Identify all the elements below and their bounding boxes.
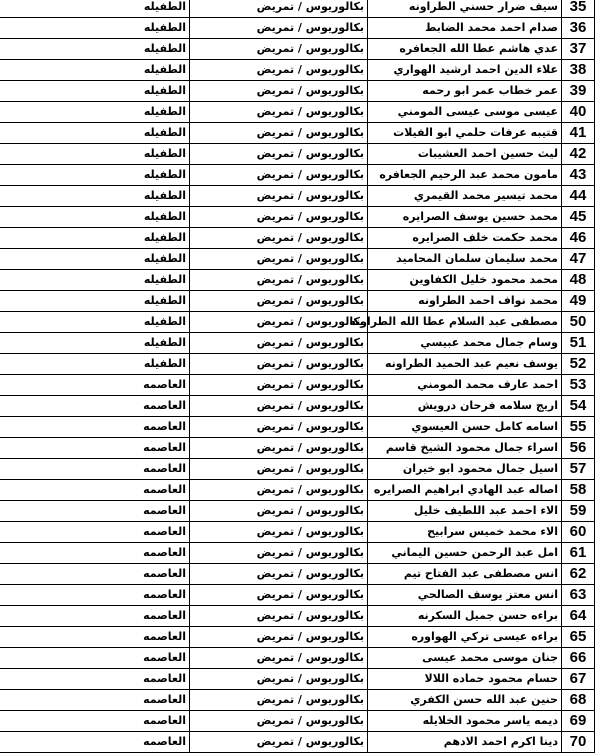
row-number: 46 [562,228,595,249]
candidate-name: انس مصطفى عبد الفتاح تيم [368,564,562,585]
table-row [0,39,595,60]
degree-major: بكالوريوس / تمريض [190,123,368,144]
degree-major: بكالوريوس / تمريض [190,60,368,81]
table-row [0,123,595,144]
candidate-name: دينا اكرم احمد الادهم [368,732,562,753]
row-number: 42 [562,144,595,165]
governorate: الطفيله [0,228,190,249]
table-row [0,81,595,102]
table-row [0,291,595,312]
degree-major: بكالوريوس / تمريض [190,438,368,459]
governorate: الطفيله [0,186,190,207]
degree-major: بكالوريوس / تمريض [190,375,368,396]
governorate: العاصمه [0,438,190,459]
table-row [0,585,595,606]
degree-major: بكالوريوس / تمريض [190,207,368,228]
degree-major: بكالوريوس / تمريض [190,102,368,123]
governorate: الطفيله [0,60,190,81]
row-number: 63 [562,585,595,606]
row-number: 52 [562,354,595,375]
degree-major: بكالوريوس / تمريض [190,480,368,501]
row-number: 67 [562,669,595,690]
row-number: 45 [562,207,595,228]
row-number: 57 [562,459,595,480]
candidate-name: محمد حكمت خلف الصرايره [368,228,562,249]
degree-major: بكالوريوس / تمريض [190,564,368,585]
governorate: الطفيله [0,333,190,354]
row-number: 70 [562,732,595,753]
table-row [0,501,595,522]
degree-major: بكالوريوس / تمريض [190,606,368,627]
degree-major: بكالوريوس / تمريض [190,18,368,39]
table-row [0,333,595,354]
row-number: 66 [562,648,595,669]
table-row [0,627,595,648]
candidate-name: وسام جمال محمد عبيسي [368,333,562,354]
row-number: 65 [562,627,595,648]
row-number: 69 [562,711,595,732]
table-row [0,0,595,18]
governorate: الطفيله [0,270,190,291]
degree-major: بكالوريوس / تمريض [190,333,368,354]
row-number: 51 [562,333,595,354]
governorate: الطفيله [0,0,190,18]
table-row [0,165,595,186]
candidate-name: ديمه ياسر محمود الخلايله [368,711,562,732]
candidate-name: براءه عيسى تركي الهواوره [368,627,562,648]
degree-major: بكالوريوس / تمريض [190,249,368,270]
candidate-name: محمد سليمان سلمان المحاميد [368,249,562,270]
degree-major: بكالوريوس / تمريض [190,39,368,60]
governorate: العاصمه [0,417,190,438]
degree-major: بكالوريوس / تمريض [190,396,368,417]
governorate: الطفيله [0,18,190,39]
table-row [0,690,595,711]
candidate-name: محمد حسين يوسف الصرايره [368,207,562,228]
table-row [0,375,595,396]
candidate-name: قتيبه عرفات حلمي ابو الفيلات [368,123,562,144]
governorate: العاصمه [0,648,190,669]
candidate-name: حسام محمود حماده اللالا [368,669,562,690]
candidate-name: صدام احمد محمد الضابط [368,18,562,39]
table-row [0,60,595,81]
row-number: 43 [562,165,595,186]
candidate-name: الاء احمد عبد اللطيف خليل [368,501,562,522]
degree-major: بكالوريوس / تمريض [190,459,368,480]
row-number: 35 [562,0,595,18]
row-number: 54 [562,396,595,417]
degree-major: بكالوريوس / تمريض [190,0,368,18]
table-row [0,480,595,501]
candidate-name: ليث حسين احمد العشيبات [368,144,562,165]
row-number: 49 [562,291,595,312]
row-number: 44 [562,186,595,207]
candidate-name: اسامه كامل حسن العيسوي [368,417,562,438]
degree-major: بكالوريوس / تمريض [190,627,368,648]
governorate: العاصمه [0,375,190,396]
table-row [0,354,595,375]
degree-major: بكالوريوس / تمريض [190,522,368,543]
candidate-name: عدي هاشم عطا الله الجعافره [368,39,562,60]
degree-major: بكالوريوس / تمريض [190,186,368,207]
governorate: الطفيله [0,165,190,186]
degree-major: بكالوريوس / تمريض [190,648,368,669]
row-number: 58 [562,480,595,501]
governorate: العاصمه [0,606,190,627]
row-number: 48 [562,270,595,291]
governorate: الطفيله [0,144,190,165]
row-number: 53 [562,375,595,396]
governorate: الطفيله [0,249,190,270]
degree-major: بكالوريوس / تمريض [190,543,368,564]
candidate-name: براءه حسن جميل السكرنه [368,606,562,627]
candidate-name: اريج سلامه فرحان درويش [368,396,562,417]
governorate: العاصمه [0,711,190,732]
governorate: الطفيله [0,354,190,375]
table-row [0,564,595,585]
degree-major: بكالوريوس / تمريض [190,312,368,333]
row-number: 36 [562,18,595,39]
candidate-name: اصاله عبد الهادي ابراهيم الصرايره [368,480,562,501]
degree-major: بكالوريوس / تمريض [190,144,368,165]
governorate: العاصمه [0,543,190,564]
table-row [0,249,595,270]
degree-major: بكالوريوس / تمريض [190,732,368,753]
governorate: العاصمه [0,501,190,522]
candidate-name: محمد تيسير محمد القيمري [368,186,562,207]
candidate-name: حنين عبد الله حسن الكفري [368,690,562,711]
table-row [0,228,595,249]
candidate-name: مامون محمد عبد الرحيم الجعافره [368,165,562,186]
degree-major: بكالوريوس / تمريض [190,228,368,249]
degree-major: بكالوريوس / تمريض [190,669,368,690]
table-row [0,18,595,39]
row-number: 39 [562,81,595,102]
governorate: العاصمه [0,585,190,606]
row-number: 38 [562,60,595,81]
row-number: 55 [562,417,595,438]
row-number: 64 [562,606,595,627]
governorate: الطفيله [0,207,190,228]
table-row [0,711,595,732]
degree-major: بكالوريوس / تمريض [190,270,368,291]
governorate: الطفيله [0,291,190,312]
degree-major: بكالوريوس / تمريض [190,501,368,522]
row-number: 41 [562,123,595,144]
governorate: الطفيله [0,102,190,123]
governorate: الطفيله [0,312,190,333]
degree-major: بكالوريوس / تمريض [190,165,368,186]
row-number: 61 [562,543,595,564]
governorate: العاصمه [0,669,190,690]
governorate: العاصمه [0,732,190,753]
candidate-name: سيف ضرار حسني الطراونه [368,0,562,18]
governorate: العاصمه [0,564,190,585]
table-row [0,459,595,480]
candidate-name: الاء محمد خميس سرابيح [368,522,562,543]
candidate-name: محمد نواف احمد الطراونه [368,291,562,312]
governorate: الطفيله [0,123,190,144]
candidate-name: اسيل جمال محمود ابو خيران [368,459,562,480]
row-number: 47 [562,249,595,270]
row-number: 40 [562,102,595,123]
degree-major: بكالوريوس / تمريض [190,354,368,375]
table-row [0,396,595,417]
table-row [0,669,595,690]
degree-major: بكالوريوس / تمريض [190,417,368,438]
row-number: 60 [562,522,595,543]
candidate-name: جنان موسى محمد عيسى [368,648,562,669]
governorate: العاصمه [0,627,190,648]
candidate-name: عمر خطاب عمر ابو رحمه [368,81,562,102]
governorate: العاصمه [0,480,190,501]
governorate: العاصمه [0,522,190,543]
table-row [0,543,595,564]
row-number: 50 [562,312,595,333]
governorate: العاصمه [0,690,190,711]
table-row [0,270,595,291]
table-row [0,144,595,165]
table-row [0,186,595,207]
degree-major: بكالوريوس / تمريض [190,690,368,711]
candidate-name: اسراء جمال محمود الشيخ قاسم [368,438,562,459]
candidate-name: عيسى موسى عيسى المومني [368,102,562,123]
candidate-name: احمد عارف محمد المومني [368,375,562,396]
governorate: الطفيله [0,39,190,60]
governorate: الطفيله [0,81,190,102]
table-row [0,522,595,543]
candidate-name: امل عبد الرحمن حسين اليماني [368,543,562,564]
table-row [0,102,595,123]
candidate-name: انس معتز يوسف الصالحي [368,585,562,606]
table-row [0,732,595,753]
table-row [0,438,595,459]
table-row [0,207,595,228]
table-row [0,606,595,627]
row-number: 59 [562,501,595,522]
governorate: العاصمه [0,459,190,480]
degree-major: بكالوريوس / تمريض [190,711,368,732]
row-number: 62 [562,564,595,585]
row-number: 37 [562,39,595,60]
degree-major: بكالوريوس / تمريض [190,291,368,312]
row-number: 56 [562,438,595,459]
degree-major: بكالوريوس / تمريض [190,585,368,606]
candidate-name: علاء الدين احمد ارشيد الهواري [368,60,562,81]
candidate-name: يوسف نعيم عبد الحميد الطراونه [368,354,562,375]
table-row [0,417,595,438]
row-number: 68 [562,690,595,711]
candidate-name: محمد محمود خليل الكفاوين [368,270,562,291]
degree-major: بكالوريوس / تمريض [190,81,368,102]
candidate-name: مصطفى عبد السلام عطا الله الطراونه [368,312,562,333]
table-row [0,312,595,333]
governorate: العاصمه [0,396,190,417]
table-row [0,648,595,669]
